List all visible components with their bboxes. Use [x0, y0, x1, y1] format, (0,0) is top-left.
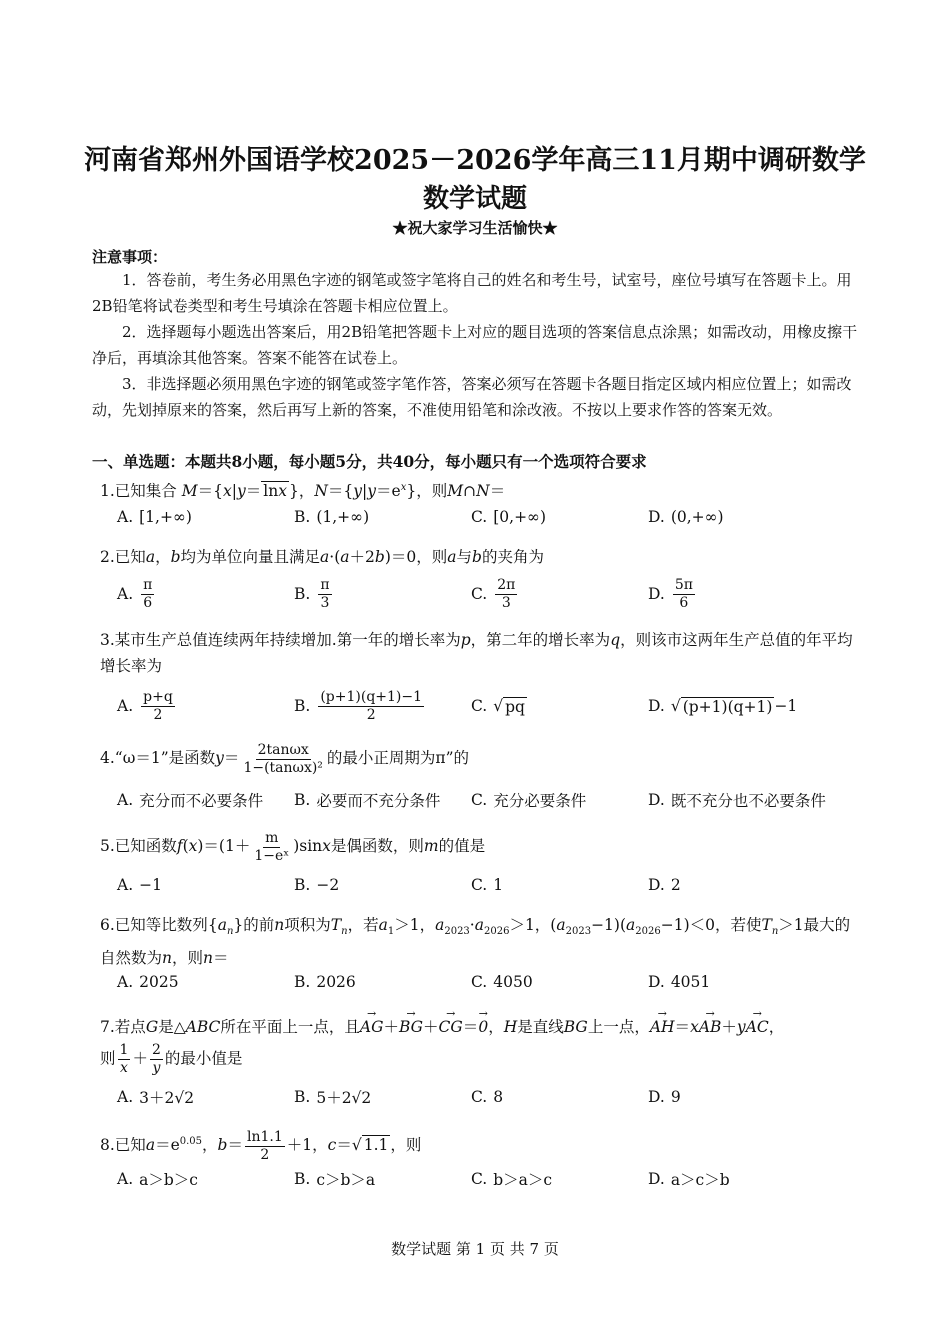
question-4: 4.“ω＝1”是函数y＝ $\frac{2\tan\omega x}{\text{1−(tanωx)²}}$ 的最小正周期为π”的	[100, 741, 470, 776]
options-q7	[117, 1077, 877, 1117]
option-b[interactable]: B. 必要而不充分条件	[294, 791, 441, 810]
option-d[interactable]: D. $\frac{5\pi}{6}$	[648, 576, 693, 611]
option-a[interactable]: A. 充分而不必要条件	[117, 791, 264, 810]
option-b[interactable]: B. $\frac{\pi}{3}$	[294, 576, 330, 611]
exam-subtitle: 数学试题	[422, 184, 527, 214]
question-3: 3.某市生产总值连续两年持续增加.第一年的增长率为p，第二年的增长率为q，则该市这两年生产总值的年平均增长率为	[100, 631, 853, 675]
option-a[interactable]: A. $\frac{\pi}{6}$	[117, 576, 153, 611]
section-heading: 一、单选题：本题共8小题，每小题5分，共40分，每小题只有一个选项符合要求	[92, 452, 647, 471]
option-b[interactable]: B. 2026	[294, 973, 356, 991]
note-item: 3．非选择题必须用黑色字迹的钢笔或签字笔作答，答案必须写在答题卡各题目指定区域内相应位置上；如需改动，先划掉原来的答案，然后再写上新的答案，不准使用铅笔和涂改液。不按以上要求作答的答案无效。	[92, 375, 852, 419]
option-d[interactable]: D. (0,+∞)	[648, 508, 724, 526]
question-1: 1.已知集合 M＝{x|y＝ lnx }，$N=\{y|y=e^x\}$，则M∩N＝	[100, 482, 506, 501]
option-c[interactable]: C. 8	[471, 1088, 504, 1106]
options-q5	[117, 865, 877, 905]
option-c[interactable]: C. 充分必要条件	[471, 791, 587, 810]
options-q8	[117, 1159, 877, 1199]
option-a[interactable]: A. $\frac{p+q}{2}$	[117, 688, 173, 723]
option-c[interactable]: C. √ pq	[471, 697, 525, 716]
option-d[interactable]: D. 2	[648, 876, 681, 894]
option-c[interactable]: C. [0,+∞)	[471, 508, 547, 526]
option-a[interactable]: A. 3＋2√2	[117, 1088, 195, 1107]
motto: ★祝大家学习生活愉快★	[392, 219, 558, 237]
option-d[interactable]: D. 9	[648, 1088, 681, 1106]
option-d[interactable]: D. a＞c＞b	[648, 1170, 730, 1189]
exam-title: 河南省郑州外国语学校2025－2026学年高三11月期中调研数学	[84, 145, 866, 176]
option-d[interactable]: D. 既不充分也不必要条件	[648, 791, 826, 810]
question-6: 6.已知等比数列$\{a_n\}$的前n项积为$T_n$，若$a_1>1$，$a_{2023}\cdot a_{2026}>1$，$(a_{2023}-1)(a_{2026}-1)<0$，若使$T_n>1$最大的自然数为n，则n＝	[100, 916, 851, 968]
option-d[interactable]: D. √ (p+1)(q+1) −1	[648, 697, 798, 716]
question-7: 7.若点G是△ABC所在平面上一点，且→ AG＋→ BG＋→ CG＝→ 0，H是直线BG上一点，→ AH＝x→ AB＋y→ AC， 则 $\frac{1}{x}$ ＋ $\frac{2}{y}$ 的最小值是	[100, 1012, 865, 1077]
question-8: 8.已知$a=e^{0.05}$，b＝ $\frac{\ln 1.1}{2}$ ＋1，c＝√ 1.1 ，则	[100, 1128, 422, 1163]
page-footer: 数学试题 第 1 页 共 7 页	[391, 1240, 559, 1258]
note-item: 1．答卷前，考生务必用黑色字迹的钢笔或签字笔将自己的姓名和考生号，试室号，座位号填写在答题卡上。用2B铅笔将试卷类型和考生号填涂在答题卡相应位置上。	[92, 271, 852, 315]
option-c[interactable]: C. $\frac{2\pi}{3}$	[471, 576, 516, 611]
option-a[interactable]: A. a＞b＞c	[117, 1170, 198, 1189]
note-item: 2．选择题每小题选出答案后，用2B铅笔把答题卡上对应的题目选项的答案信息点涂黑；如需改动，用橡皮擦干净后，再填涂其他答案。答案不能答在试卷上。	[92, 323, 858, 367]
options-q1	[117, 497, 877, 537]
option-c[interactable]: C. b＞a＞c	[471, 1170, 553, 1189]
options-q3	[117, 686, 877, 726]
notes-heading: 注意事项：	[92, 248, 168, 266]
option-b[interactable]: B. c＞b＞a	[294, 1170, 376, 1189]
options-q2	[117, 574, 877, 614]
option-a[interactable]: A. 2025	[117, 973, 179, 991]
question-5: 5.已知函数f(x)＝(1＋ $\frac{m}{\text{1−eˣ}}$ )sinx是偶函数，则m的值是	[100, 829, 486, 864]
option-a[interactable]: A. −1	[117, 876, 162, 894]
option-d[interactable]: D. 4051	[648, 973, 711, 991]
question-2: 2.已知a，b均为单位向量且满足a·(a＋2b)＝0，则a与b的夹角为	[100, 548, 544, 566]
option-b[interactable]: B. 5＋2√2	[294, 1088, 372, 1107]
option-c[interactable]: C. 4050	[471, 973, 533, 991]
option-b[interactable]: B. $\frac{(p+1)(q+1)-1}{2}$	[294, 688, 423, 723]
option-c[interactable]: C. 1	[471, 876, 504, 894]
option-a[interactable]: A. [1,+∞)	[117, 508, 192, 526]
option-b[interactable]: B. (1,+∞)	[294, 508, 370, 526]
options-q4	[117, 780, 877, 820]
options-q6	[117, 962, 877, 1002]
option-b[interactable]: B. −2	[294, 876, 340, 894]
